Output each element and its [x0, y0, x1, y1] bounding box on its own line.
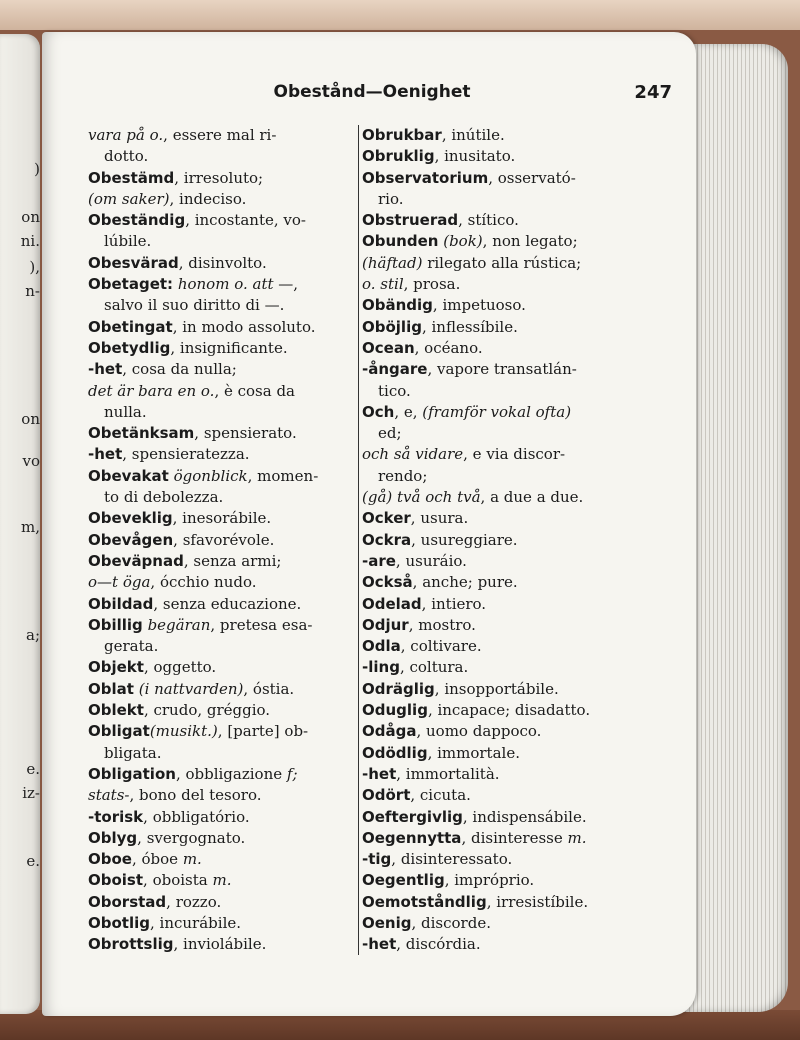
entry-line	[88, 934, 348, 955]
entry-line	[88, 785, 348, 806]
definition-text: , usura.	[410, 509, 469, 528]
headword: Obevågen	[88, 530, 174, 549]
entry-line	[88, 530, 348, 551]
entry-line	[88, 913, 348, 934]
headword: Oblat	[88, 679, 134, 698]
definition-text: lúbile.	[104, 232, 152, 251]
left-column	[88, 125, 348, 956]
left-page-text: vo	[22, 452, 40, 470]
entry-line	[88, 700, 348, 721]
italic-text: vara på o.	[88, 126, 164, 144]
entry-line	[88, 764, 348, 785]
italic-text: och så vidare	[362, 445, 464, 464]
definition-text: , obbligatório.	[143, 807, 250, 826]
definition-text: , insignificante.	[170, 338, 288, 357]
headword: Odla	[362, 637, 401, 656]
headword: -torisk	[88, 807, 144, 826]
definition-text: , indeciso.	[169, 189, 247, 208]
definition-text: , inusitato.	[434, 147, 516, 166]
headword: Oboe	[88, 850, 132, 869]
entry-line	[88, 125, 348, 146]
entry-line	[88, 721, 348, 742]
left-page-text: a;	[26, 626, 40, 644]
definition-text: , disinvolto.	[178, 253, 267, 272]
definition-text: , mostro.	[408, 615, 476, 634]
entry-line	[88, 295, 348, 316]
definition-text: , usureggiare.	[411, 530, 518, 549]
headword: Oegentlig	[362, 871, 445, 890]
italic-text: (i nattvarden)	[138, 679, 244, 698]
italic-text: stats-	[88, 786, 130, 805]
definition-text: , oggetto.	[143, 658, 217, 677]
headword: Obotlig	[88, 913, 150, 932]
entry-line	[362, 657, 630, 678]
italic-text: honom o. att	[177, 275, 274, 294]
running-head: Obestånd—Oenighet	[273, 82, 471, 102]
headword: -het	[362, 764, 397, 783]
definition-text: —,	[273, 275, 299, 294]
definition-text: , anche; pure.	[412, 573, 518, 592]
definition-text: , pretesa esa-	[210, 615, 313, 634]
entry-line	[362, 849, 630, 870]
definition-text: , coltura.	[399, 658, 469, 677]
entry-line	[362, 125, 630, 146]
entry-line	[88, 317, 348, 338]
definition-text: , uomo dappoco.	[416, 722, 542, 741]
entry-line	[88, 168, 348, 189]
entry-line	[362, 402, 630, 423]
italic-text: det är bara en o.	[88, 381, 215, 400]
entry-line	[362, 210, 630, 231]
entry-line	[362, 487, 630, 508]
left-page-text: ni.	[20, 232, 40, 250]
entry-line	[88, 870, 348, 891]
book-cover-top	[0, 0, 800, 30]
definition-text: , bono del tesoro.	[129, 786, 262, 805]
definition-text: salvo il suo diritto di —.	[104, 296, 285, 315]
headword: Odåga	[362, 722, 417, 741]
headword: Obligat	[88, 722, 150, 741]
entry-line	[88, 892, 348, 913]
entry-line	[362, 572, 630, 593]
headword: -het	[88, 445, 123, 464]
left-page-text: e.	[26, 760, 40, 778]
definition-text: , obbligazione	[175, 764, 287, 783]
definition-text: , intiero.	[421, 594, 487, 613]
left-page-text: m,	[21, 518, 40, 536]
headword: Observatorium	[362, 168, 489, 187]
definition-text: nulla.	[104, 402, 147, 421]
italic-text: f;	[286, 764, 298, 783]
definition-text: , svergognato.	[137, 828, 246, 847]
entry-line	[362, 444, 630, 465]
entry-line	[362, 530, 630, 551]
entry-line	[88, 743, 348, 764]
headword: Oblekt	[88, 701, 144, 720]
definition-text: , a due a due.	[480, 488, 584, 507]
left-page-text: e.	[26, 852, 40, 870]
entry-line	[362, 338, 630, 359]
definition-text: , crudo, gréggio.	[143, 701, 271, 720]
italic-text: (häftad)	[362, 253, 423, 272]
entry-line	[88, 615, 348, 636]
definition-text: , immortale.	[427, 743, 520, 762]
definition-text: , osservató-	[488, 168, 576, 187]
headword: Obeväpnad	[88, 551, 184, 570]
definition-text: , sfavorévole.	[173, 530, 275, 549]
italic-text: (gå) två och två	[362, 488, 481, 507]
entry-line	[88, 359, 348, 380]
definition-text: , discorde.	[411, 913, 491, 932]
entry-line	[362, 295, 630, 316]
left-page-text: iz-	[22, 784, 40, 802]
entry-line	[362, 934, 630, 955]
italic-text: (framför vokal ofta)	[422, 402, 572, 421]
definition-text: , momen-	[247, 466, 319, 485]
headword: Obetaget:	[88, 275, 174, 294]
headword: Oboist	[88, 871, 144, 890]
entry-line	[88, 466, 348, 487]
definition-text: , disinteressato.	[391, 850, 513, 869]
definition-text: , óstia.	[243, 679, 295, 698]
page-number: 247	[634, 82, 672, 103]
definition-text: , prosa.	[403, 275, 461, 294]
headword: Obrottslig	[88, 935, 174, 954]
definition-text: rilegato alla rústica;	[422, 253, 582, 272]
entry-line	[362, 743, 630, 764]
entry-line	[88, 274, 348, 295]
definition-text: , senza armi;	[183, 551, 282, 570]
left-page-text: ),	[29, 258, 40, 276]
entry-line	[362, 721, 630, 742]
definition-text: , è cosa da	[214, 381, 296, 400]
definition-text: gerata.	[104, 637, 159, 656]
definition-text: , essere mal ri-	[163, 126, 277, 144]
definition-text: , incostante, vo-	[185, 211, 306, 230]
headword: Obestämd	[88, 168, 175, 187]
headword: Obeveklig	[88, 509, 173, 528]
definition-text: bligata.	[104, 743, 162, 762]
entry-line	[88, 849, 348, 870]
entry-line	[362, 359, 630, 380]
definition-text: , stítico.	[458, 211, 519, 230]
definition-text: , irresoluto;	[174, 168, 264, 187]
definition-text: , insopportábile.	[434, 679, 559, 698]
headword: Obruklig	[362, 147, 435, 166]
definition-text: , in modo assoluto.	[172, 317, 316, 336]
entry-line	[88, 551, 348, 572]
entry-line	[362, 231, 630, 252]
definition-text: , rozzo.	[166, 892, 222, 911]
entry-line	[88, 189, 348, 210]
italic-text: (musikt.)	[149, 722, 218, 741]
headword: Oenig	[362, 913, 412, 932]
headword: Obstruerad	[362, 211, 459, 230]
headword: Obeständig	[88, 211, 186, 230]
italic-text: m.	[182, 850, 202, 869]
headword: Också	[362, 573, 413, 592]
entry-line	[362, 551, 630, 572]
headword: Obesvärad	[88, 253, 179, 272]
definition-text: , spensierato.	[194, 424, 297, 443]
definition-text: , non legato;	[482, 232, 578, 251]
entry-line	[362, 615, 630, 636]
entry-line	[88, 508, 348, 529]
headword: Ockra	[362, 530, 412, 549]
entry-line	[362, 168, 630, 189]
definition-text: , inesorábile.	[172, 509, 272, 528]
entry-line	[362, 764, 630, 785]
left-page-text: on	[21, 208, 40, 226]
entry-line	[362, 146, 630, 167]
definition-text: , indispensábile.	[462, 807, 587, 826]
definition-text: dotto.	[104, 147, 149, 166]
entry-line	[88, 444, 348, 465]
headword: Odjur	[362, 615, 409, 634]
entry-line	[362, 785, 630, 806]
definition-text: , cicuta.	[410, 786, 471, 805]
definition-text: , disinteresse	[461, 828, 568, 847]
headword: Obändig	[362, 296, 433, 315]
entry-line	[88, 828, 348, 849]
headword: -tig	[362, 850, 392, 869]
entry-line	[362, 423, 630, 444]
entry-line	[362, 253, 630, 274]
headword: Oegennytta	[362, 828, 462, 847]
definition-text: , inútile.	[441, 126, 505, 144]
headword: -are	[362, 551, 396, 570]
entry-line	[88, 338, 348, 359]
definition-text: , irresistíbile.	[486, 892, 589, 911]
left-page-fragment	[0, 34, 40, 1014]
headword: -het	[362, 935, 397, 954]
column-divider	[358, 125, 359, 955]
entry-line	[88, 210, 348, 231]
entry-line	[88, 572, 348, 593]
entry-line	[88, 381, 348, 402]
italic-text: m.	[212, 871, 232, 890]
headword: Oblyg	[88, 828, 138, 847]
definition-text: tico.	[378, 381, 411, 400]
definition-text: , e via discor-	[463, 445, 566, 464]
definition-text: , coltivare.	[400, 637, 482, 656]
entry-line	[362, 466, 630, 487]
entry-line	[88, 253, 348, 274]
headword: Obetydlig	[88, 338, 171, 357]
definition-text: , oboista	[143, 871, 213, 890]
entry-line	[362, 508, 630, 529]
definition-text: , inflessíbile.	[421, 317, 518, 336]
definition-text: , impróprio.	[444, 871, 535, 890]
headword: Objekt	[88, 658, 144, 677]
entry-line	[362, 274, 630, 295]
italic-text: begäran	[147, 615, 211, 634]
headword: Oeftergivlig	[362, 807, 463, 826]
headword: Obunden	[362, 232, 439, 251]
headword: Obligation	[88, 764, 176, 783]
entry-line	[362, 679, 630, 700]
headword: Odelad	[362, 594, 422, 613]
entry-line	[88, 146, 348, 167]
headword: Obillig	[88, 615, 143, 634]
right-column	[362, 125, 630, 956]
left-page-text: )	[34, 160, 40, 178]
definition-text: , senza educazione.	[153, 594, 302, 613]
definition-text: rio.	[378, 189, 404, 208]
entry-line	[88, 402, 348, 423]
headword: -ångare	[362, 360, 428, 379]
definition-text: , spensieratezza.	[122, 445, 250, 464]
entry-line	[362, 594, 630, 615]
definition-text: , océano.	[414, 338, 483, 357]
headword: -ling	[362, 658, 400, 677]
entry-line	[88, 636, 348, 657]
definition-text: , [parte] ob-	[217, 722, 309, 741]
definition-text: , ócchio nudo.	[150, 573, 257, 592]
headword: Oemotståndlig	[362, 892, 487, 911]
italic-text: ögonblick	[173, 466, 248, 485]
definition-text: , incapace; disadatto.	[427, 701, 591, 720]
entry-line	[362, 807, 630, 828]
entry-line	[362, 636, 630, 657]
headword: Obetingat	[88, 317, 173, 336]
entry-line	[362, 870, 630, 891]
definition-text: , óboe	[131, 850, 183, 869]
left-page-text: on	[21, 410, 40, 428]
definition-text: , incurábile.	[150, 913, 242, 932]
entry-line	[362, 700, 630, 721]
headword: Odört	[362, 786, 411, 805]
headword: Odräglig	[362, 679, 435, 698]
definition-text: to di debolezza.	[104, 488, 224, 507]
headword: Obrukbar	[362, 126, 442, 144]
italic-text: (bok)	[443, 232, 483, 251]
entry-line	[362, 381, 630, 402]
definition-text: , usuráio.	[395, 551, 467, 570]
definition-text: ed;	[378, 424, 402, 443]
headword: Oborstad	[88, 892, 167, 911]
italic-text: m.	[567, 828, 587, 847]
entry-line	[362, 892, 630, 913]
definition-text: rendo;	[378, 466, 428, 485]
entry-line	[362, 828, 630, 849]
headword: Obildad	[88, 594, 154, 613]
definition-text: , inviolábile.	[173, 935, 267, 954]
italic-text: o—t öga	[88, 573, 151, 592]
headword: Ocean	[362, 338, 415, 357]
headword: Ocker	[362, 509, 411, 528]
entry-line	[362, 913, 630, 934]
definition-text: , immortalità.	[396, 764, 500, 783]
definition-text: , discórdia.	[396, 935, 481, 954]
headword: Oböjlig	[362, 317, 422, 336]
definition-text: , cosa da nulla;	[122, 360, 237, 379]
entry-line	[88, 487, 348, 508]
left-page-text: n-	[25, 282, 40, 300]
italic-text: o. stil	[362, 275, 404, 294]
entry-line	[88, 594, 348, 615]
definition-text: , e,	[394, 402, 423, 421]
entry-line	[88, 807, 348, 828]
headword: Obetänksam	[88, 424, 195, 443]
headword: Oduglig	[362, 701, 428, 720]
headword: Obevakat	[88, 466, 169, 485]
entry-line	[88, 657, 348, 678]
entry-line	[362, 317, 630, 338]
entry-line	[88, 679, 348, 700]
headword: -het	[88, 360, 123, 379]
headword: Odödlig	[362, 743, 428, 762]
entry-line	[362, 189, 630, 210]
headword: Och	[362, 402, 395, 421]
definition-text: , impetuoso.	[432, 296, 526, 315]
definition-text: , vapore transatlán-	[427, 360, 577, 379]
entry-line	[88, 423, 348, 444]
entry-line	[88, 231, 348, 252]
italic-text: (om saker)	[88, 189, 170, 208]
